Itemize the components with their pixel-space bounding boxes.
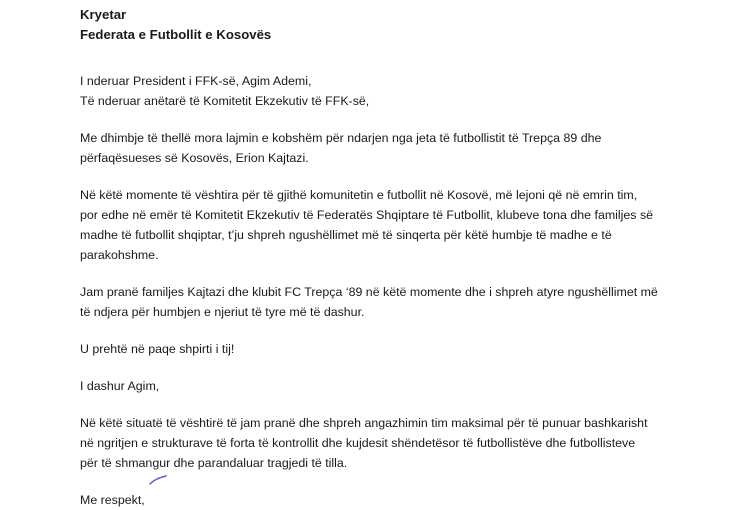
signature-stroke [148, 474, 168, 486]
paragraph-line: madhe të futbollit shqiptar, t’ju shpreh ngushëllimet më të sinqerta për këtë humbje të madhe e të [80, 228, 612, 242]
letter-body [80, 71, 680, 510]
personal-salutation: I dashur Agim, [80, 379, 160, 393]
paragraph-line: të ndjera për humbjen e njeriut të tyre më të dashur. [80, 305, 365, 319]
paragraph-line: përfaqësueses së Kosovës, Erion Kajtazi. [80, 151, 309, 165]
salutation-line: Të nderuar anëtarë të Komitetit Ekzekutiv të FFK-së, [80, 94, 370, 108]
sender-title: Kryetar [80, 7, 127, 22]
paragraph-line: në ngritjen e strukturave të forta të kontrollit dhe kujdesit shëndetësor të futbollistëve dhe futbollisteve [80, 436, 636, 450]
letter-header [80, 5, 271, 45]
paragraph-line: Në këtë momente të vështira për të gjithë komunitetin e futbollit në Kosovë, më lejoni që në emrin tim, [80, 188, 638, 202]
paragraph-line: Jam pranë familjes Kajtazi dhe klubit FC Trepça ‘89 në këtë momente dhe i shpreh atyre ngushëllimet më [80, 285, 658, 299]
paragraph-line: Me dhimbje të thellë mora lajmin e kobshëm për ndarjen nga jeta të futbollistit të Trepça 89 dhe [80, 131, 602, 145]
paragraph-line: për të shmangur dhe parandaluar tragjedi të tilla. [80, 456, 348, 470]
paragraph-line: parakohshme. [80, 248, 159, 262]
salutation-line: I nderuar President i FFK-së, Agim Ademi, [80, 74, 312, 88]
paragraph-line: Në këtë situatë të vështirë të jam pranë dhe shpreh angazhimin tim maksimal për të punuar bashkarisht [80, 416, 648, 430]
paragraph-line: por edhe në emër të Komitetit Ekzekutiv të Federatës Shqiptare të Futbollit, klubeve tona dhe familjes së [80, 208, 654, 222]
organization-name: Federata e Futbollit e Kosovës [80, 27, 272, 42]
condolence-line: U prehtë në paqe shpirti i tij! [80, 342, 235, 356]
closing-line: Me respekt, [80, 493, 145, 507]
